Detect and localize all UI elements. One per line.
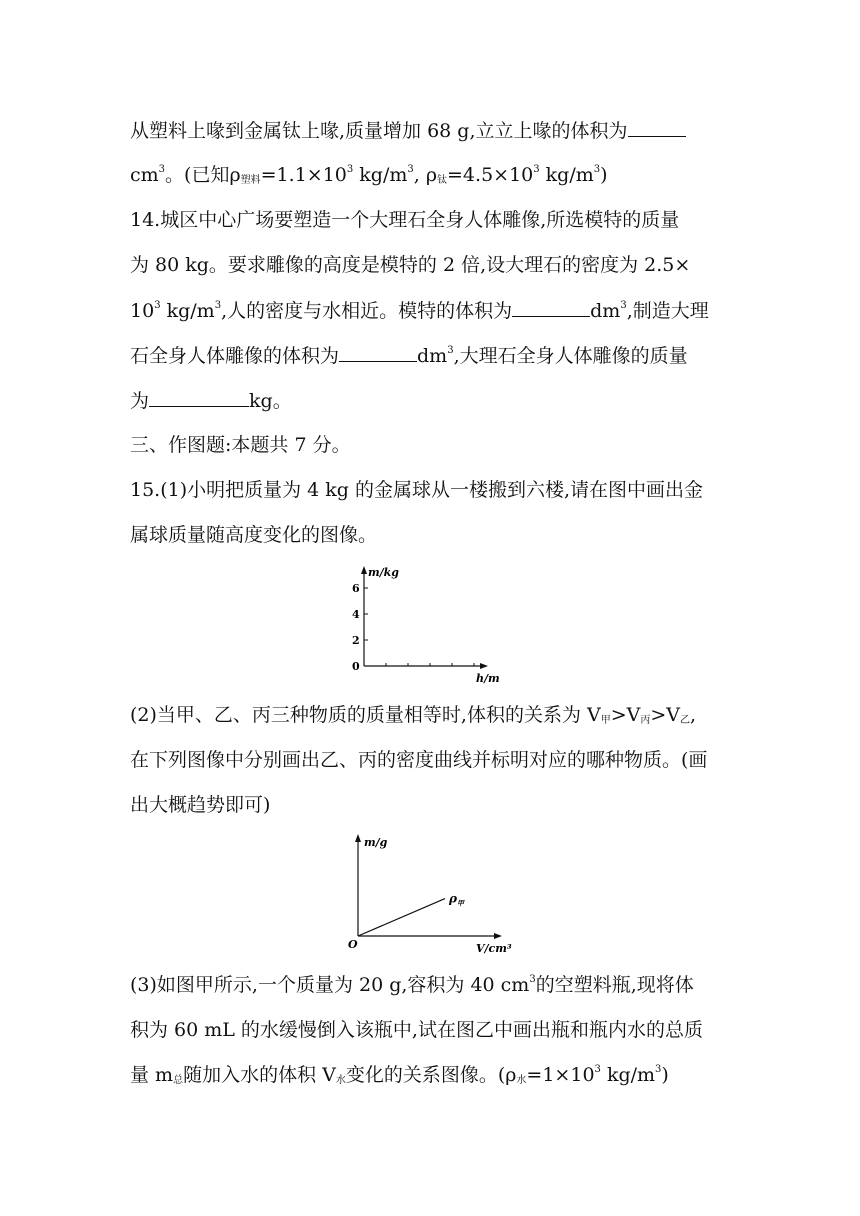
y-tick-label: 0	[352, 660, 360, 673]
q15-text: >V	[610, 704, 641, 726]
q15-part2-line-2	[130, 748, 730, 772]
q14-line-1	[130, 208, 730, 232]
superscript: 3	[594, 1064, 601, 1075]
chart-density[interactable]	[348, 830, 528, 955]
superscript: 3	[593, 164, 601, 175]
superscript: 3	[214, 300, 222, 311]
section-3-heading: 三、作图题:本题共 7 分。	[130, 434, 351, 456]
x-axis-label: h/m	[476, 672, 500, 685]
q15-text: 的空塑料瓶,现将体	[535, 974, 694, 996]
superscript: 3	[447, 345, 454, 356]
q13-given: 。(已知ρ	[165, 164, 241, 186]
q15-text: =1×10	[526, 1064, 595, 1086]
q14-line-2	[130, 253, 730, 277]
q14-line-5	[130, 388, 730, 413]
q14-unit: kg。	[249, 390, 292, 412]
q13-given: )	[600, 164, 608, 186]
superscript: 3	[620, 300, 627, 311]
q14-text: 10	[130, 300, 155, 322]
q15-text: (3)如图甲所示,一个质量为 20 g,容积为 40 cm	[130, 974, 530, 996]
x-axis-label: V/cm³	[476, 942, 512, 955]
q15-text: 积为 60 mL 的水缓慢倒入该瓶中,试在图乙中画出瓶和瓶内水的总质	[130, 1019, 703, 1041]
q13-answer-blank[interactable]	[628, 118, 686, 137]
q13-given: , ρ	[413, 164, 438, 186]
y-tick-label: 6	[352, 582, 360, 595]
superscript: 3	[158, 164, 166, 175]
q14-text: kg/m	[160, 300, 215, 322]
q15-text: 随加入水的体积 V	[183, 1064, 336, 1086]
q14-blank-model-volume[interactable]	[512, 298, 590, 317]
q13-given: kg/m	[353, 164, 408, 186]
q14-text: 为	[130, 390, 150, 412]
q15-text: (2)当甲、乙、丙三种物质的质量相等时,体积的关系为 V	[130, 704, 601, 726]
x-axis-arrow	[494, 933, 502, 939]
q15-text: kg/m	[600, 1064, 656, 1086]
subscript: 甲	[600, 715, 611, 726]
subscript: 总	[173, 1075, 184, 1086]
q14-line-3	[130, 298, 730, 323]
q13-given: =4.5×10	[447, 164, 534, 186]
subscript: 丙	[640, 715, 651, 726]
q14-blank-statue-mass[interactable]	[149, 388, 249, 407]
q14-text: ,人的密度与水相近。模特的体积为	[221, 300, 513, 322]
chart-mass-height[interactable]	[336, 560, 516, 685]
q13-given: kg/m	[539, 164, 594, 186]
q15-part1-line-1	[130, 478, 730, 502]
y-axis-label: m/kg	[368, 566, 399, 579]
subscript: 钛	[437, 175, 448, 186]
subscript: 乙	[680, 715, 691, 726]
superscript: 3	[346, 164, 354, 175]
q13-given: =1.1×10	[260, 164, 347, 186]
superscript: 3	[407, 164, 414, 175]
q13-unit: cm	[130, 164, 159, 186]
subscript: 水	[516, 1075, 527, 1086]
q14-unit: dm	[590, 300, 621, 322]
q15-text: 15.(1)小明把质量为 4 kg 的金属球从一楼搬到六楼,请在图中画出金	[130, 479, 704, 501]
q15-part3-line-1	[130, 973, 730, 997]
y-axis-label: m/g	[364, 836, 388, 849]
q15-part1-line-2	[130, 523, 730, 547]
y-tick-label: 2	[352, 634, 360, 647]
q15-text: 量 m	[130, 1064, 174, 1086]
q13-line-2	[130, 163, 730, 187]
q15-part3-line-3	[130, 1063, 730, 1087]
section-heading	[130, 433, 730, 457]
superscript: 3	[655, 1064, 662, 1075]
q15-part3-line-2	[130, 1018, 730, 1042]
q15-text: 变化的关系图像。(ρ	[345, 1064, 517, 1086]
superscript: 3	[154, 300, 161, 311]
y-tick-label: 4	[352, 608, 360, 621]
q14-text: ,制造大理	[626, 300, 709, 322]
q15-text: >V	[650, 704, 681, 726]
q15-part2-line-3	[130, 793, 730, 817]
series-label-jia: $\rho_甲$	[449, 891, 464, 908]
q14-unit: dm	[417, 345, 448, 367]
q14-text: 14.城区中心广场要塑造一个大理石全身人体雕像,所选模特的质量	[130, 209, 680, 231]
q14-text: ,大理石全身人体雕像的质量	[453, 345, 688, 367]
superscript: 3	[533, 164, 540, 175]
x-axis-arrow	[480, 663, 488, 669]
q15-text: 出大概趋势即可)	[130, 794, 271, 816]
superscript: 3	[529, 974, 536, 985]
q15-text: ,	[690, 704, 697, 726]
y-axis-arrow	[361, 566, 367, 574]
q13-text: 从塑料上喙到金属钛上喙,质量增加 68 g,立立上喙的体积为	[130, 120, 628, 142]
q15-text: 属球质量随高度变化的图像。	[130, 524, 378, 546]
q14-text: 为 80 kg。要求雕像的高度是模特的 2 倍,设大理石的密度为 2.5×	[130, 254, 691, 276]
series-line-jia	[358, 899, 445, 936]
q14-line-4	[130, 343, 730, 368]
q13-line-1	[130, 118, 730, 143]
subscript: 塑料	[240, 175, 261, 186]
q14-blank-statue-volume[interactable]	[339, 343, 417, 362]
q15-text: )	[661, 1064, 669, 1086]
subscript: 水	[335, 1075, 346, 1086]
origin-label: O	[348, 938, 358, 951]
q15-part2-line-1	[130, 703, 730, 727]
q15-text: 在下列图像中分别画出乙、丙的密度曲线并标明对应的哪种物质。(画	[130, 749, 708, 771]
y-axis-arrow	[355, 834, 361, 842]
q14-text: 石全身人体雕像的体积为	[130, 345, 340, 367]
